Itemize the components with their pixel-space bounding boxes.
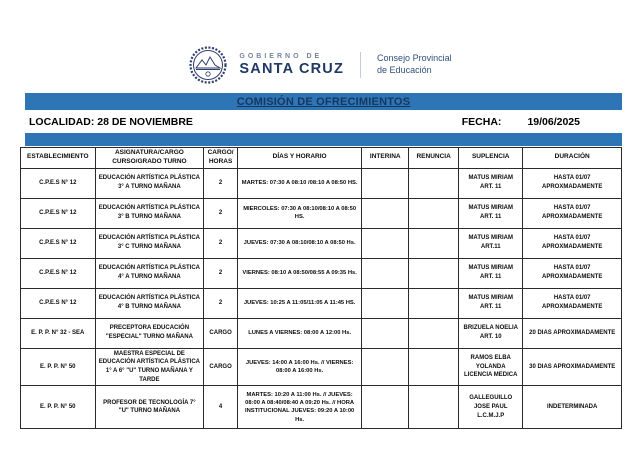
cell-interina xyxy=(362,288,409,318)
table-row xyxy=(21,258,622,288)
cell-cargo: CARGO xyxy=(204,348,238,386)
header-row xyxy=(21,148,622,169)
cell-establecimiento: E. P. P. N° 32 - SEA xyxy=(21,318,96,348)
table-row xyxy=(21,288,622,318)
cell-renuncia xyxy=(409,348,459,386)
cell-interina xyxy=(362,318,409,348)
separator-bar xyxy=(25,133,622,146)
table-row xyxy=(21,198,622,228)
fecha xyxy=(462,116,580,128)
cell-interina xyxy=(362,348,409,386)
cell-suplencia: GALLEGUILLO JOSE PAUL L.C.M.J.P xyxy=(459,386,523,429)
cell-suplencia: MATUS MIRIAM ART. 11 xyxy=(459,168,523,198)
fecha-label: FECHA: xyxy=(461,115,502,128)
cell-cargo: 2 xyxy=(204,288,238,318)
cell-renuncia xyxy=(409,198,459,228)
cell-establecimiento: C.P.E.S N° 12 xyxy=(21,258,96,288)
offers-table-wrap xyxy=(20,147,622,429)
brand-block xyxy=(239,53,344,77)
fecha-value: 19/06/2025 xyxy=(527,115,580,128)
cell-renuncia xyxy=(409,288,459,318)
cell-cargo: 2 xyxy=(204,228,238,258)
col-header-renuncia: RENUNCIA xyxy=(409,148,459,169)
cell-dias: LUNES A VIERNES: 08:00 A 12:00 Hs. xyxy=(237,318,361,348)
cell-duracion: HASTA 01/07 APROXMADAMENTE xyxy=(523,228,622,258)
table-row xyxy=(21,386,622,429)
cell-establecimiento: E. P. P. N° 50 xyxy=(21,386,96,429)
logo-divider xyxy=(360,52,361,78)
cell-duracion: HASTA 01/07 APROXMADAMENTE xyxy=(523,288,622,318)
org-line1: Consejo Provincial xyxy=(377,53,452,64)
col-header-suplencia: SUPLENCIA xyxy=(459,148,523,169)
cell-duracion: HASTA 01/07 APROXMADAMENTE xyxy=(523,258,622,288)
col-header-duracion: DURACIÓN xyxy=(523,148,622,169)
header-logo xyxy=(0,40,640,90)
info-row xyxy=(25,110,622,133)
cell-suplencia: MATUS MIRIAM ART.11 xyxy=(459,228,523,258)
cell-asignatura: PRECEPTORA EDUCACIÓN "ESPECIAL" TURNO MAÑANA xyxy=(95,318,204,348)
cell-suplencia: MATUS MIRIAM ART. 11 xyxy=(459,198,523,228)
table-row xyxy=(21,318,622,348)
col-header-cargo: CARGO/ HORAS xyxy=(204,148,238,169)
cell-asignatura: EDUCACIÓN ARTÍSTICA PLÁSTICA 4° B TURNO MAÑANA xyxy=(95,288,204,318)
santa-cruz-seal-icon xyxy=(188,43,228,87)
cell-cargo: CARGO xyxy=(204,318,238,348)
cell-establecimiento: C.P.E.S N° 12 xyxy=(21,288,96,318)
cell-asignatura: EDUCACIÓN ARTÍSTICA PLÁSTICA 4° A TURNO MAÑANA xyxy=(95,258,204,288)
cell-asignatura: EDUCACIÓN ARTÍSTICA PLÁSTICA 3° A TURNO MAÑANA xyxy=(95,168,204,198)
col-header-asignatura: ASIGNATURA/CARGO CURSO/GRADO TURNO xyxy=(95,148,204,169)
cell-cargo: 2 xyxy=(204,258,238,288)
brand-small-text: GOBIERNO DE xyxy=(239,53,323,60)
brand-big-text: SANTA CRUZ xyxy=(239,61,345,77)
page-title: COMISIÓN DE OFRECIMIENTOS xyxy=(236,95,411,108)
cell-duracion: 30 DIAS APROXIMADAMENTE xyxy=(523,348,622,386)
cell-dias: JUEVES: 07:30 A 08:10/08:10 A 08:50 Hs. xyxy=(237,228,361,258)
localidad-label: LOCALIDAD: xyxy=(29,115,95,128)
col-header-dias: DÍAS Y HORARIO xyxy=(237,148,361,169)
cell-renuncia xyxy=(409,258,459,288)
col-header-establecimiento: ESTABLECIMIENTO xyxy=(21,148,96,169)
cell-asignatura: EDUCACIÓN ARTÍSTICA PLÁSTICA 3° B TURNO MAÑANA xyxy=(95,198,204,228)
cell-cargo: 2 xyxy=(204,198,238,228)
localidad xyxy=(29,116,193,128)
cell-cargo: 4 xyxy=(204,386,238,429)
cell-asignatura: PROFESOR DE TECNOLOGÍA 7° "U" TURNO MAÑANA xyxy=(95,386,204,429)
cell-dias: JUEVES: 10:25 A 11:05/11:05 A 11:45 HS. xyxy=(237,288,361,318)
cell-asignatura: MAESTRA ESPECIAL DE EDUCACIÓN ARTÍSTICA PLÁSTICA 1° A 6° "U" TURNO MAÑANA Y TARDE xyxy=(95,348,204,386)
cell-renuncia xyxy=(409,386,459,429)
table-row xyxy=(21,348,622,386)
cell-interina xyxy=(362,258,409,288)
col-header-interina: INTERINA xyxy=(362,148,409,169)
cell-interina xyxy=(362,386,409,429)
cell-duracion: INDETERMINADA xyxy=(523,386,622,429)
cell-duracion: HASTA 01/07 APROXMADAMENTE xyxy=(523,168,622,198)
cell-establecimiento: C.P.E.S N° 12 xyxy=(21,228,96,258)
cell-establecimiento: C.P.E.S N° 12 xyxy=(21,168,96,198)
title-bar xyxy=(25,93,622,110)
cell-interina xyxy=(362,228,409,258)
cell-dias: MARTES: 10:20 A 11:00 Hs. // JUEVES: 08:00 A 08:40/08:40 A 09:20 Hs. // HORA INSTITUCIONAL JUEVES: 09:20 A 10:00 Hs. xyxy=(237,386,361,429)
table-row xyxy=(21,168,622,198)
cell-duracion: HASTA 01/07 APROXMADAMENTE xyxy=(523,198,622,228)
cell-suplencia: MATUS MIRIAM ART. 11 xyxy=(459,288,523,318)
cell-suplencia: MATUS MIRIAM ART. 11 xyxy=(459,258,523,288)
cell-dias: VIERNES: 08:10 A 08:50/08:55 A 09:35 Hs. xyxy=(237,258,361,288)
cell-cargo: 2 xyxy=(204,168,238,198)
cell-asignatura: EDUCACIÓN ARTÍSTICA PLÁSTICA 3° C TURNO MAÑANA xyxy=(95,228,204,258)
cell-renuncia xyxy=(409,168,459,198)
table-row xyxy=(21,228,622,258)
cell-suplencia: RAMOS ELBA YOLANDA LICENCIA MEDICA xyxy=(459,348,523,386)
cell-renuncia xyxy=(409,318,459,348)
localidad-value: 28 DE NOVIEMBRE xyxy=(97,115,193,128)
cell-duracion: 20 DIAS APROXIMADAMENTE xyxy=(523,318,622,348)
cell-renuncia xyxy=(409,228,459,258)
cell-dias: MARTES: 07:30 A 08:10 /08:10 A 08:50 HS. xyxy=(237,168,361,198)
offers-table xyxy=(20,147,622,429)
cell-interina xyxy=(362,198,409,228)
cell-suplencia: BRIZUELA NOELIA ART. 10 xyxy=(459,318,523,348)
org-name xyxy=(377,53,452,76)
cell-establecimiento: E. P. P. N° 50 xyxy=(21,348,96,386)
cell-dias: JUEVES: 14:00 A 16:00 Hs. // VIERNES: 08:00 A 16:00 Hs. xyxy=(237,348,361,386)
cell-interina xyxy=(362,168,409,198)
cell-dias: MIERCOLES: 07:30 A 08:10/08:10 A 08:50 HS. xyxy=(237,198,361,228)
org-line2: de Educación xyxy=(377,65,432,75)
cell-establecimiento: C.P.E.S N° 12 xyxy=(21,198,96,228)
